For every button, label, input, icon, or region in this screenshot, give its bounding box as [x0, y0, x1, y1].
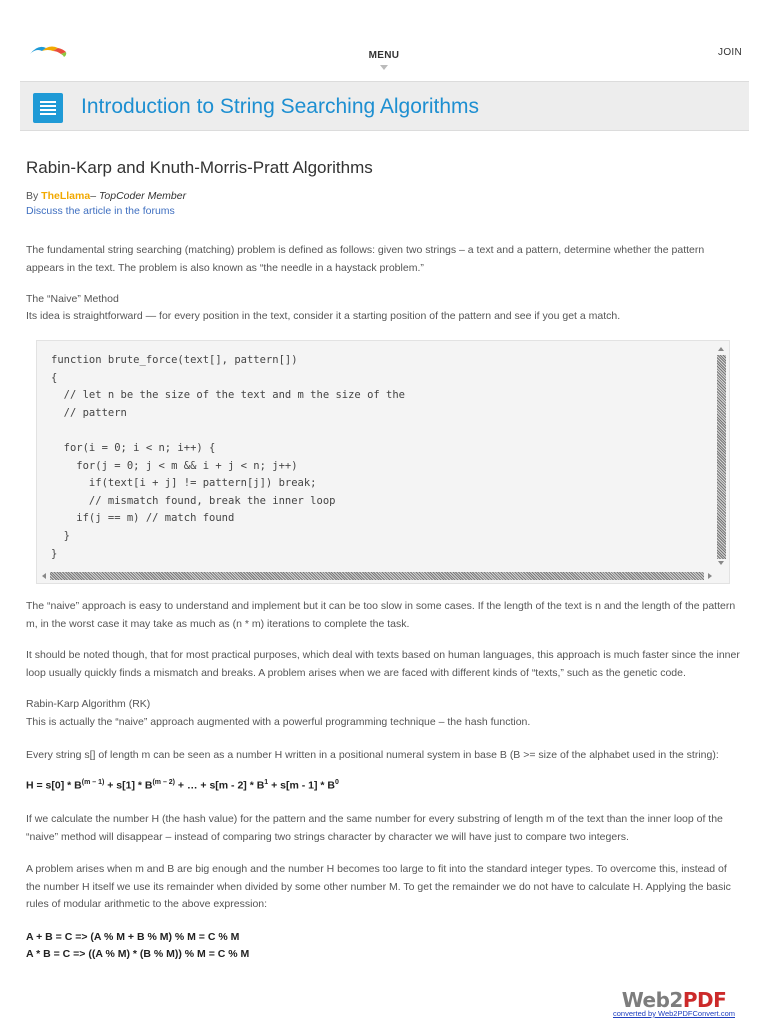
- naive-paragraph-2: It should be noted though, that for most practical purposes, which deal with texts based on human languages, this approach is much faster since the inner loop usually quickly finds a mismatch and breaks. A problem arises when we are faced with different kinds of “texts,” such as the genetic code.: [26, 649, 740, 679]
- rk-paragraph-1: Every string s[] of length m can be seen as a number H written in a positional numeral system in base B (B >= size of the alphabet used in the string):: [26, 749, 719, 761]
- join-link[interactable]: JOIN: [718, 47, 742, 58]
- chevron-down-icon: [380, 65, 388, 70]
- rk-paragraph-2: If we calculate the number H (the hash value) for the pattern and the same number for every substring of length m of the text than the inner loop of the “naive” method will disappear – instead of comparing two strings character by character we will have just to compare two integers.: [26, 813, 723, 843]
- article-header: [26, 158, 742, 217]
- naive-heading: The “Naive” Method: [26, 293, 119, 305]
- document-icon: [33, 93, 63, 123]
- forum-link[interactable]: Discuss the article in the forums: [26, 205, 175, 217]
- rk-paragraph-3: A problem arises when m and B are big enough and the number H becomes too large to fit into the standard integer types. To overcome this, instead of the number H itself we use its remainder when divided by some other number M. To get the remainder we do not have to calculate H. Applying the basic rules of modular arithmetic to the above expression:: [26, 863, 731, 910]
- naive-description: Its idea is straightforward — for every position in the text, consider it a starting position of the pattern and see if you get a match.: [26, 310, 621, 322]
- scroll-right-icon[interactable]: [708, 573, 712, 579]
- byline: [26, 190, 742, 202]
- top-nav: [0, 0, 768, 80]
- web2pdf-caption[interactable]: converted by Web2PDFConvert.com: [613, 1009, 735, 1018]
- horizontal-scroll-track[interactable]: [50, 572, 704, 580]
- mod-rule-multiply: A * B = C => ((A % M) * (B % M)) % M = C % M: [26, 948, 250, 960]
- rk-description: This is actually the “naive” approach augmented with a powerful programming technique – the hash function.: [26, 716, 531, 728]
- hash-formula: $H = s[0] * B^{(m - 1)} + s[1] * B^{(m - 2)}$ + … + $s[m - 2] * B^1 + s[m - 1] * B^0$: [26, 779, 339, 792]
- mod-rule-add: A + B = C => (A % M + B % M) % M = C % M: [26, 931, 240, 943]
- code-text: function brute_force(text[], pattern[]) { // let n be the size of the text and m the size of the // pattern for(i = 0; i < n; i++) { for(j = 0; j < m && i + j < n; j++) if(text[i + j] != pattern[j]) break; // mismatch found, break the inner loop if(j == m) // match found } }: [51, 354, 406, 560]
- menu-button[interactable]: [354, 50, 414, 70]
- rk-heading: Rabin-Karp Algorithm (RK): [26, 698, 151, 710]
- naive-paragraph-1: The “naive” approach is easy to understand and implement but it can be too slow in some cases. If the length of the text is n and the length of the pattern m, in the worst case it may take as much as (n * m) iterations to complete the task.: [26, 600, 736, 630]
- vertical-scroll-track[interactable]: [717, 355, 726, 559]
- author-link[interactable]: TheLlama: [41, 190, 91, 202]
- web2pdf-stamp[interactable]: [606, 988, 742, 1022]
- scroll-down-icon[interactable]: [718, 561, 724, 565]
- title-bar: [20, 81, 749, 131]
- page-title: Introduction to String Searching Algorithms: [81, 95, 480, 118]
- by-label: By: [26, 190, 42, 202]
- web2pdf-logo: Web2PDF: [621, 988, 727, 1012]
- vertical-scrollbar[interactable]: [716, 345, 727, 567]
- topcoder-logo-icon[interactable]: [28, 42, 68, 58]
- intro-paragraph: The fundamental string searching (matching) problem is defined as follows: given two strings – a text and a pattern, determine whether the pattern appears in the text. The problem is also known as “the needle in a haystack problem.”: [26, 244, 705, 274]
- scroll-left-icon[interactable]: [42, 573, 46, 579]
- author-role: – TopCoder Member: [90, 190, 187, 202]
- menu-label: MENU: [368, 50, 400, 61]
- scroll-up-icon[interactable]: [718, 347, 724, 351]
- horizontal-scrollbar[interactable]: [41, 571, 713, 581]
- article-subtitle: Rabin-Karp and Knuth-Morris-Pratt Algorithms: [26, 158, 373, 177]
- code-block: [36, 340, 730, 584]
